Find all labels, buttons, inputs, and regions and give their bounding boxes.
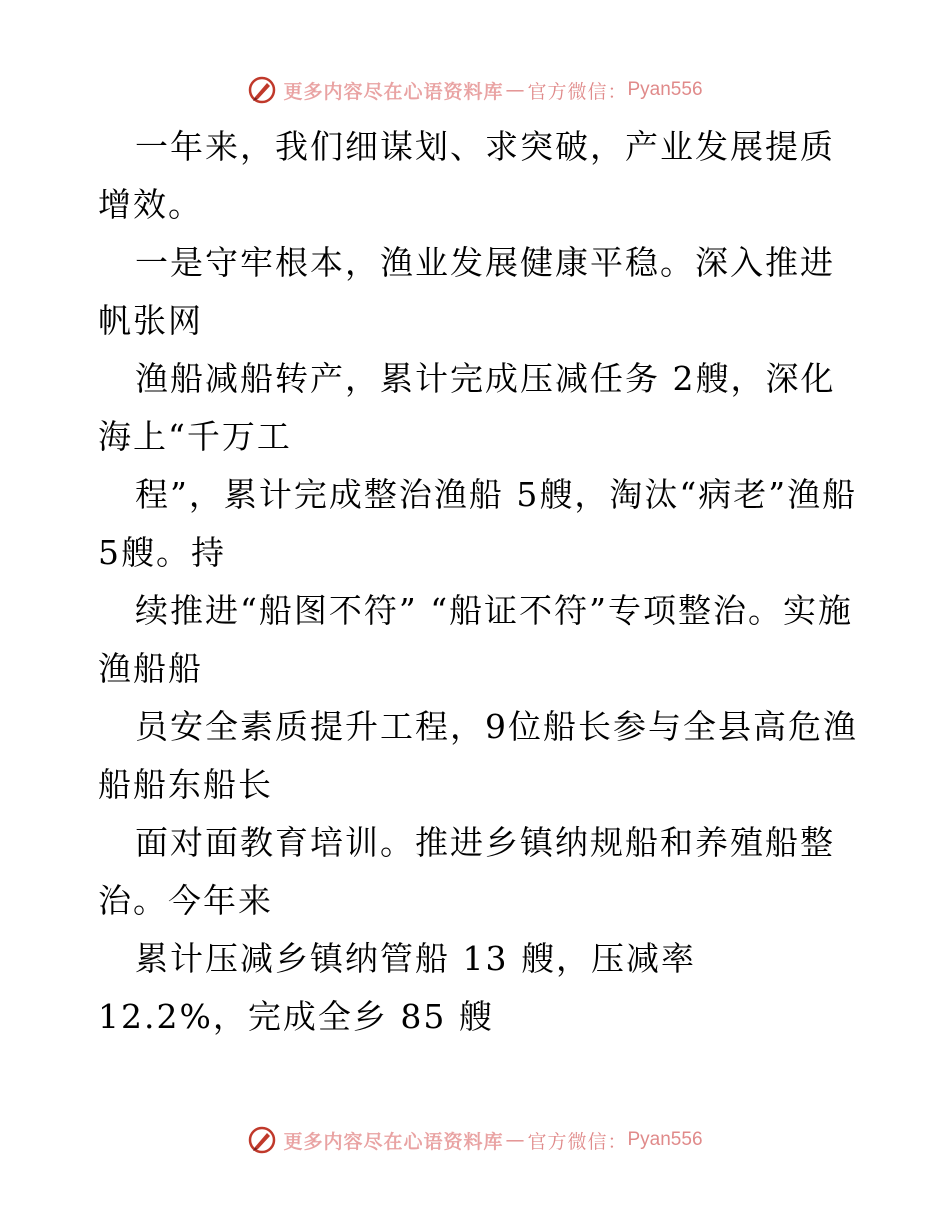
quill-pen-logo-icon	[247, 1125, 277, 1155]
paragraph: 续推进“船图不符” “船证不符”专项整治。实施渔船船	[98, 591, 853, 688]
paragraph: 一是守牢根本，渔业发展健康平稳。深入推进帆张网	[98, 243, 835, 340]
watermark-main-text: 更多内容尽在心语资料库	[283, 80, 504, 103]
watermark-main-text: 更多内容尽在心语资料库	[283, 1130, 504, 1153]
watermark-wechat-id: Pyan556	[627, 79, 703, 100]
watermark-sub-text: 官方微信：	[527, 80, 628, 103]
paragraph: 员安全素质提升工程，9位船长参与全县高危渔船船东船长	[98, 707, 858, 804]
paragraph: 渔船减船转产，累计完成压减任务 2艘，深化海上“千万工	[98, 359, 836, 456]
document-body	[98, 118, 858, 1046]
watermark-sub-text: 官方微信：	[527, 1130, 628, 1153]
paragraph: 一年来，我们细谋划、求突破，产业发展提质增效。	[98, 127, 835, 224]
quill-pen-logo-icon	[247, 75, 277, 105]
paragraph: 程”，累计完成整治渔船 5艘，淘汰“病老”渔船 5艘。持	[98, 475, 858, 572]
footer-watermark	[0, 1120, 950, 1160]
watermark-dash: —	[505, 1129, 526, 1151]
watermark-wechat-id: Pyan556	[627, 1129, 703, 1150]
header-watermark	[0, 70, 950, 110]
watermark-dash: —	[505, 79, 526, 101]
paragraph: 累计压减乡镇纳管船 13 艘，压减率 12.2%，完成全乡 85 艘	[98, 939, 696, 1036]
paragraph: 面对面教育培训。推进乡镇纳规船和养殖船整治。今年来	[98, 823, 835, 920]
